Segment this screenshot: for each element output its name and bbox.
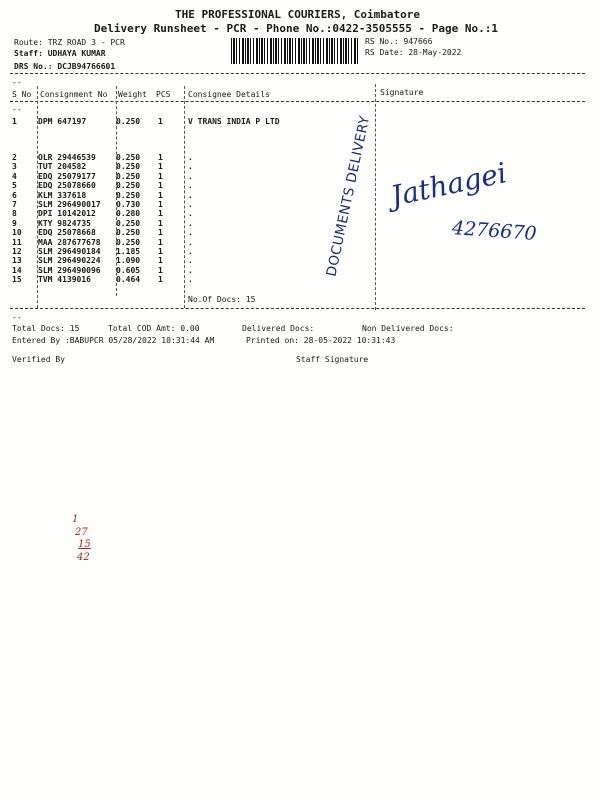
row-sno: 4 xyxy=(12,171,17,181)
company-title: THE PROFESSIONAL COURIERS, Coimbatore xyxy=(175,8,421,21)
row-sno: 14 xyxy=(12,265,22,275)
row-sno: 8 xyxy=(12,209,17,219)
total-docs: Total Docs: 15 xyxy=(12,324,80,333)
verified-by: Verified By xyxy=(12,355,65,364)
row-consignee: . xyxy=(188,237,193,247)
col-sno: S No xyxy=(12,90,32,99)
row-weight: 0.605 xyxy=(116,265,141,275)
row-consignment-no: DPI 10142012 xyxy=(38,209,96,219)
row-consignment-no: DPM 647197 xyxy=(38,117,87,126)
row-sno: 7 xyxy=(12,200,17,209)
row-weight: 0.464 xyxy=(116,275,141,285)
row-sno: 10 xyxy=(12,228,22,238)
row-pcs: 1 xyxy=(158,209,163,219)
row-consignee: . xyxy=(188,218,193,228)
divider xyxy=(10,73,585,74)
row-consignment-no: MAA 287677678 xyxy=(38,237,101,247)
row-consignee: . xyxy=(188,256,193,266)
row-pcs: 1 xyxy=(158,256,163,266)
row-pcs: 1 xyxy=(158,218,163,228)
calc-line-2: 27 xyxy=(75,527,88,538)
entered-by: Entered By :BABUPCR 05/28/2022 10:31:44 AM xyxy=(12,336,215,345)
col-signature: Signature xyxy=(380,88,424,97)
row-pcs: 1 xyxy=(158,237,163,247)
row-weight: 1.090 xyxy=(116,256,141,266)
row-weight: 0.280 xyxy=(116,209,141,219)
row-consignee: V TRANS INDIA P LTD xyxy=(188,117,280,126)
row-sno: 12 xyxy=(12,247,22,256)
col-weight: Weight xyxy=(118,90,147,99)
row-weight: 0.730 xyxy=(116,200,141,209)
row-consignment-no: SLM 296490096 xyxy=(38,265,101,275)
row-pcs: 1 xyxy=(158,171,163,181)
row-consignment-no: SLM 296490017 xyxy=(38,200,101,209)
row-consignment-no: TVM 4139016 xyxy=(38,275,91,285)
row-consignment-no: OLR 29446539 xyxy=(38,153,96,162)
row-weight: 0.250 xyxy=(116,181,141,191)
row-sno: 5 xyxy=(12,181,17,191)
row-consignment-no: EDQ 25079177 xyxy=(38,171,96,181)
row-consignment-no: EDQ 25078660 xyxy=(38,181,96,191)
handwritten-number: 4276670 xyxy=(451,217,538,245)
column-guide xyxy=(184,86,185,308)
calc-line-3: 15 xyxy=(78,539,91,550)
row-consignment-no: KLM 337618 xyxy=(38,190,87,200)
row-sno: 11 xyxy=(12,237,22,247)
rs-date: RS Date: 28-May-2022 xyxy=(365,48,462,57)
row-sno: 6 xyxy=(12,190,17,200)
row-consignee: . xyxy=(188,190,193,200)
row-consignment-no: TUT 204582 xyxy=(38,162,87,172)
row-pcs: 1 xyxy=(158,265,163,275)
row-weight: 0.250 xyxy=(116,218,141,228)
total-cod-amount: Total COD Amt: 0.00 xyxy=(108,324,200,333)
handwritten-signature: Jathagei xyxy=(387,156,510,213)
rs-number: RS No.: 947666 xyxy=(365,37,433,46)
row-consignee: . xyxy=(188,247,193,256)
row-pcs: 1 xyxy=(158,162,163,172)
row-sno: 1 xyxy=(12,117,17,126)
row-consignee: . xyxy=(188,275,193,285)
row-sno: 3 xyxy=(12,162,17,172)
row-consignee: . xyxy=(188,181,193,191)
row-weight: 0.250 xyxy=(116,190,141,200)
divider xyxy=(10,308,585,309)
row-consignment-no: SLM 296490184 xyxy=(38,247,101,256)
row-weight: 1.185 xyxy=(116,247,141,256)
row-sno: 13 xyxy=(12,256,22,266)
row-sno: 9 xyxy=(12,218,17,228)
documents-delivery-stamp: DOCUMENTS DELIVERY xyxy=(323,114,374,278)
row-consignment-no: SLM 296490224 xyxy=(38,256,101,266)
row-weight: 0.250 xyxy=(116,237,141,247)
row-consignment-no: EDQ 25078668 xyxy=(38,228,96,238)
row-consignee: . xyxy=(188,228,193,238)
row-weight: 0.250 xyxy=(116,117,141,126)
row-weight: 0.250 xyxy=(116,153,141,162)
divider xyxy=(10,101,585,102)
row-consignee: . xyxy=(188,162,193,172)
no-of-docs: No.Of Docs: 15 xyxy=(188,295,256,304)
row-sno: 15 xyxy=(12,275,22,285)
row-weight: 0.250 xyxy=(116,162,141,172)
col-pcs: PCS xyxy=(156,90,171,99)
row-weight: 0.250 xyxy=(116,228,141,238)
non-delivered-docs: Non Delivered Docs: xyxy=(362,324,454,333)
col-consignment: Consignment No xyxy=(40,90,108,99)
top-marks: -- xyxy=(12,78,22,87)
row-pcs: 1 xyxy=(158,228,163,238)
row-consignee: . xyxy=(188,153,193,162)
staff-label: Staff: UDHAYA KUMAR xyxy=(14,49,106,58)
row-consignee: . xyxy=(188,200,193,209)
row-pcs: 1 xyxy=(158,200,163,209)
row-pcs: 1 xyxy=(158,117,163,126)
row-consignee: . xyxy=(188,265,193,275)
drs-number: DRS No.: DCJB94766601 xyxy=(14,62,116,71)
col-consignee: Consignee Details xyxy=(188,90,270,99)
row-pcs: 1 xyxy=(158,247,163,256)
mid-marks: -- xyxy=(12,105,22,114)
row-consignee: . xyxy=(188,171,193,181)
route-label: Route: TRZ ROAD 3 - PCR xyxy=(14,38,125,47)
barcode xyxy=(231,38,359,64)
calc-line-4: 42 xyxy=(77,552,90,563)
calc-line-1: 1 xyxy=(72,514,79,525)
row-weight: 0.250 xyxy=(116,171,141,181)
printed-on: Printed on: 28-05-2022 10:31:43 xyxy=(246,336,396,345)
runsheet-subtitle: Delivery Runsheet - PCR - Phone No.:0422-3505555 - Page No.:1 xyxy=(94,22,498,35)
row-consignee: . xyxy=(188,209,193,219)
row-pcs: 1 xyxy=(158,153,163,162)
delivered-docs: Delivered Docs: xyxy=(242,324,315,333)
row-pcs: 1 xyxy=(158,275,163,285)
row-pcs: 1 xyxy=(158,190,163,200)
row-sno: 2 xyxy=(12,153,17,162)
column-guide xyxy=(375,84,376,310)
footer-marks: -- xyxy=(12,313,22,322)
row-pcs: 1 xyxy=(158,181,163,191)
staff-signature: Staff Signature xyxy=(296,355,369,364)
row-consignment-no: KTY 9824735 xyxy=(38,218,91,228)
